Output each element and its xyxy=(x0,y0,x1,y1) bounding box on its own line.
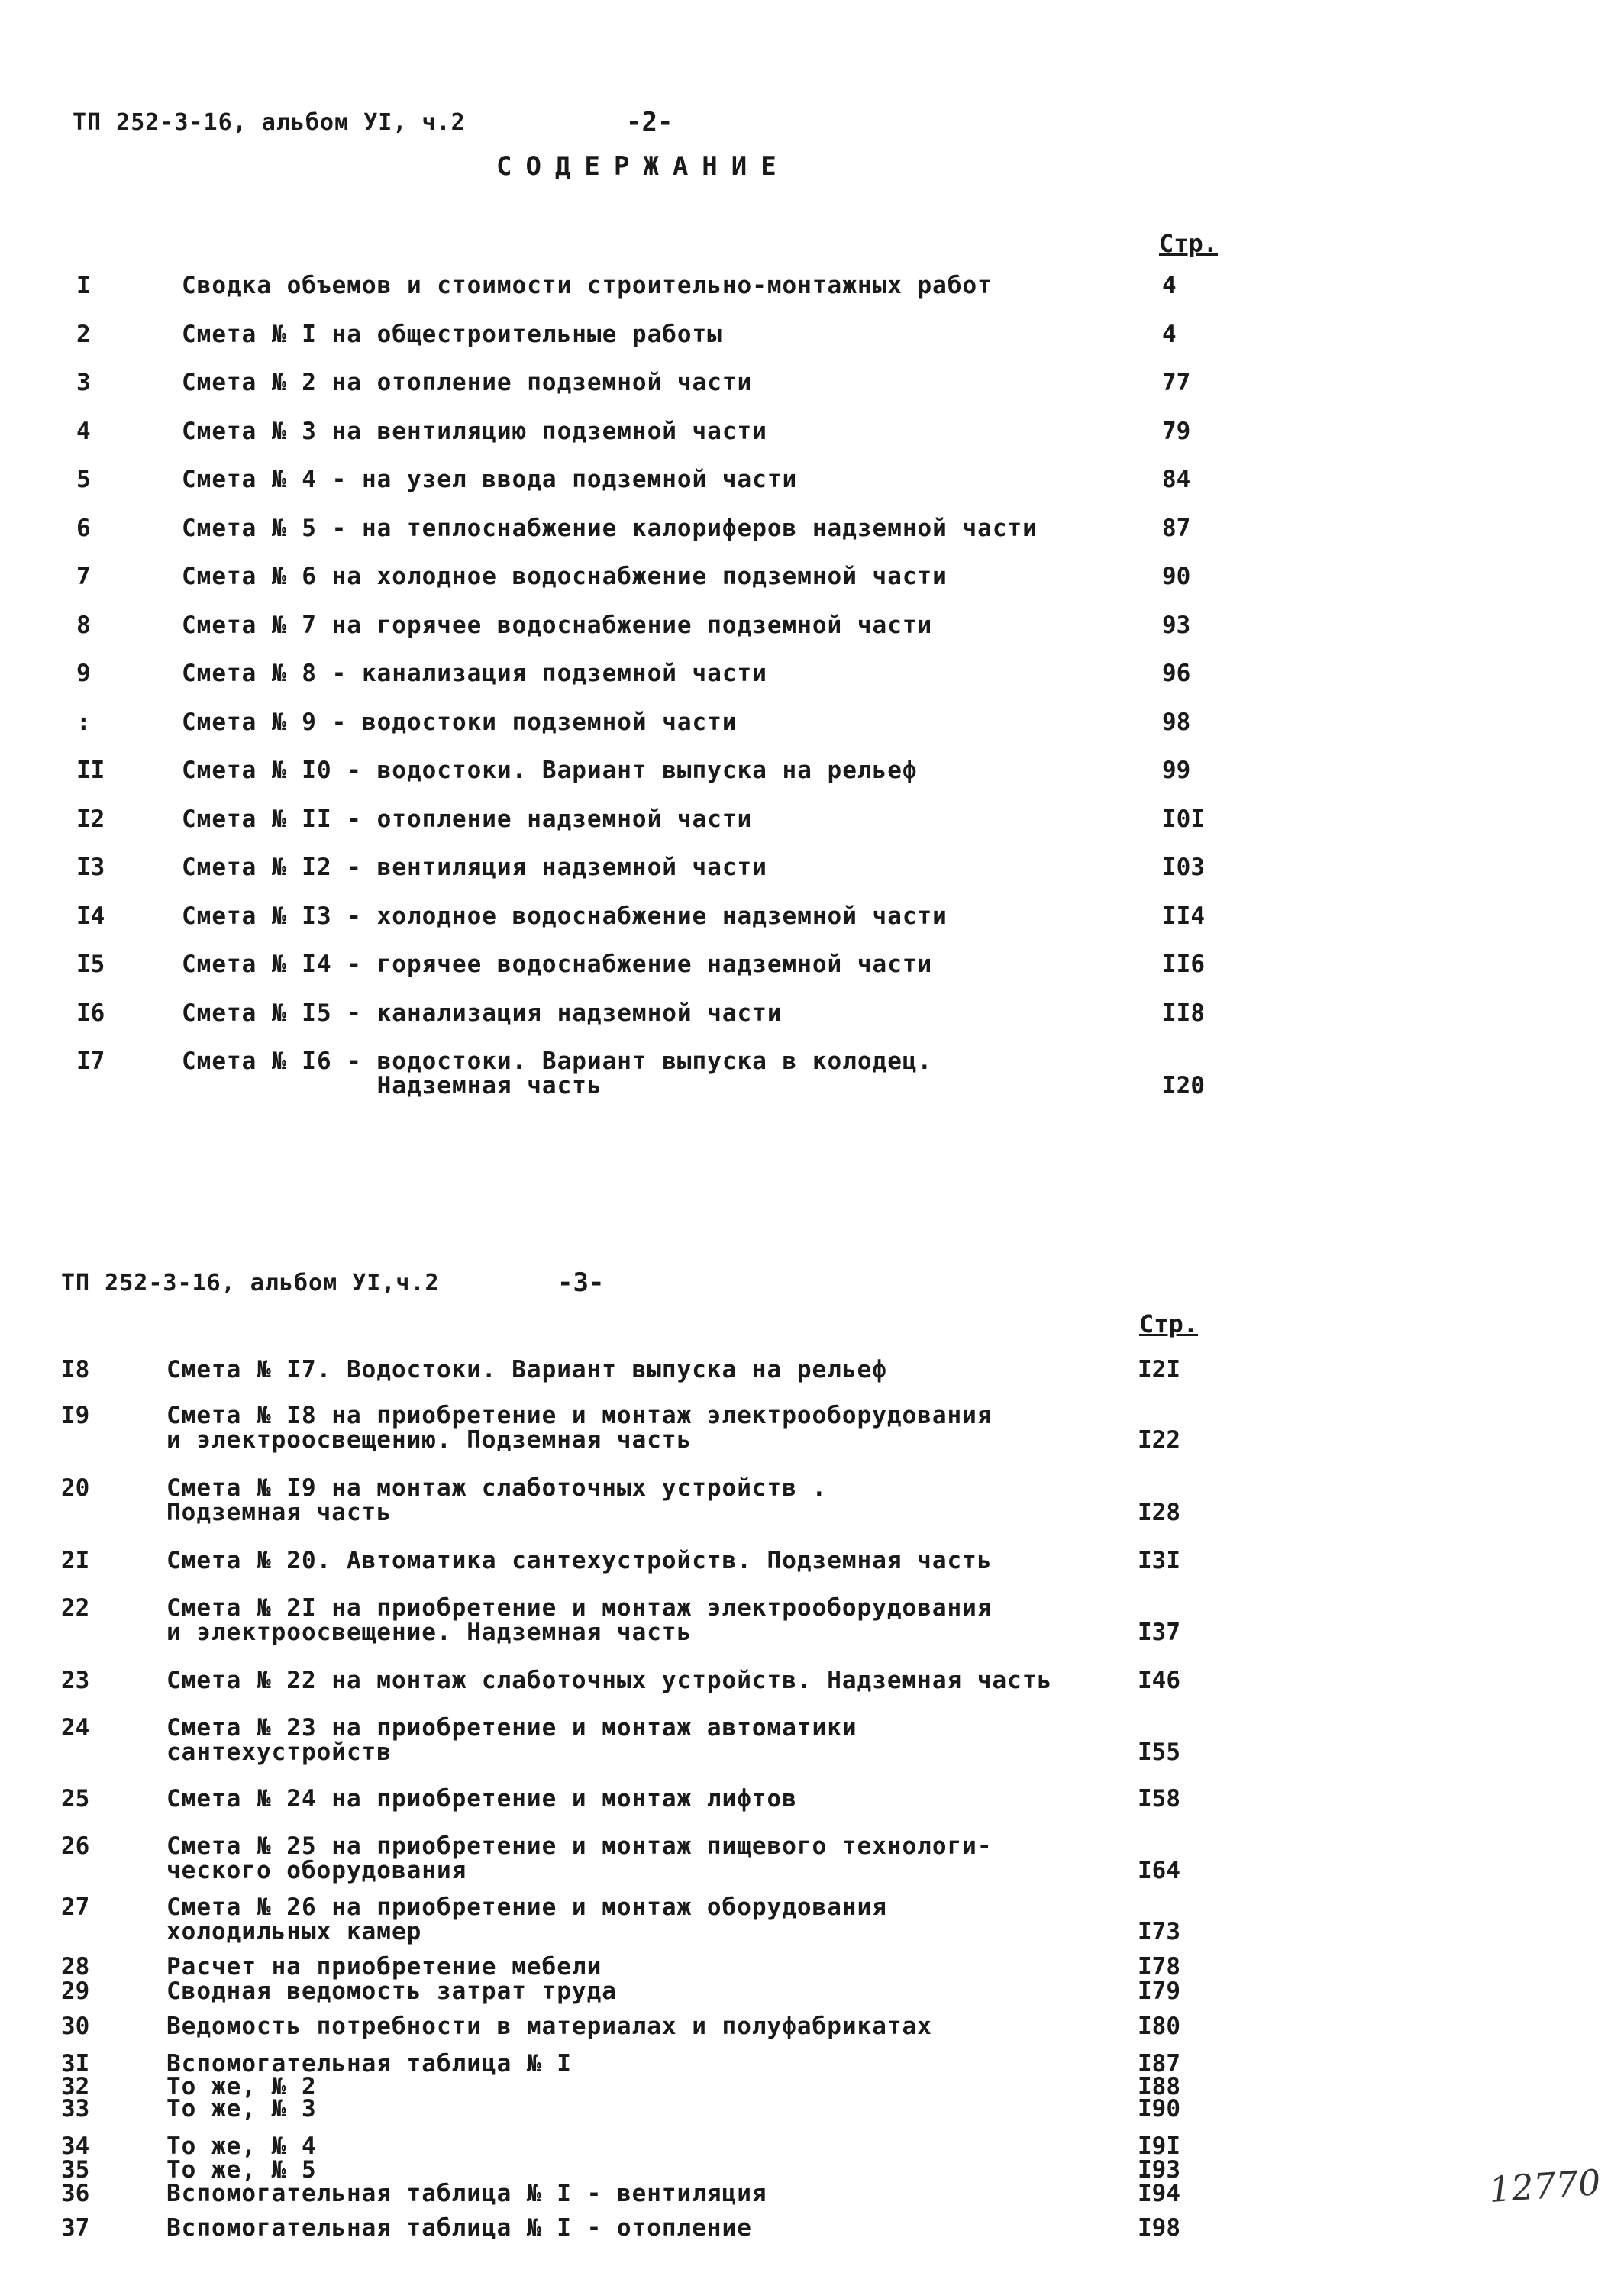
item-page: 84 xyxy=(1162,466,1191,493)
item-title: Смета № 6 на холодное водоснабжение подземной части xyxy=(182,563,948,590)
item-number: I5 xyxy=(76,951,105,978)
item-number: I8 xyxy=(61,1356,90,1383)
item-page: I28 xyxy=(1138,1499,1180,1526)
item-number: 28 xyxy=(61,1953,90,1981)
item-title: Смета № I6 - водостоки. Вариант выпуска в колодец. Надземная часть xyxy=(182,1048,933,1099)
item-title: То же, № 5 xyxy=(166,2156,317,2184)
item-title: То же, № 4 xyxy=(166,2132,317,2160)
item-number: I3 xyxy=(76,854,105,881)
item-page: II8 xyxy=(1162,999,1205,1027)
item-title: Сводная ведомость затрат труда xyxy=(166,1977,617,2005)
item-page: I2I xyxy=(1138,1356,1180,1383)
item-page: I88 xyxy=(1138,2073,1180,2100)
item-title: Смета № I3 - холодное водоснабжение надземной части xyxy=(182,902,948,930)
item-title: Смета № 2 на отопление подземной части xyxy=(182,369,753,396)
item-page: 79 xyxy=(1162,417,1191,445)
item-title: Смета № I7. Водостоки. Вариант выпуска на рельеф xyxy=(166,1356,887,1383)
item-page: I79 xyxy=(1138,1977,1180,2005)
item-number: 5 xyxy=(76,466,91,493)
item-number: 25 xyxy=(61,1785,90,1813)
item-number: 22 xyxy=(61,1594,90,1622)
item-number: 24 xyxy=(61,1714,90,1742)
handwritten-note: 12770 xyxy=(1487,2161,1603,2211)
item-title: Смета № I8 на приобретение и монтаж электрооборудования и электроосвещению. Подземная часть xyxy=(166,1402,993,1454)
item-number: II xyxy=(76,757,105,784)
item-title: Расчет на приобретение мебели xyxy=(166,1953,602,1981)
item-title: Смета № 8 - канализация подземной части xyxy=(182,660,767,687)
item-title: Смета № 25 на приобретение и монтаж пищевого технологи- ческого оборудования xyxy=(166,1832,993,1884)
item-page: I3I xyxy=(1138,1547,1180,1574)
item-page: I64 xyxy=(1138,1857,1180,1884)
item-page: 77 xyxy=(1162,369,1191,396)
item-number: 3I xyxy=(61,2050,90,2078)
item-title: Смета № I5 - канализация надземной части xyxy=(182,999,783,1027)
item-page: 4 xyxy=(1162,320,1177,348)
item-title: Сводка объемов и стоимости строительно-монтажных работ xyxy=(182,272,993,299)
page-title: СОДЕРЖАНИЕ xyxy=(496,151,790,182)
item-title: Смета № 26 на приобретение и монтаж оборудования холодильных камер xyxy=(166,1894,887,1945)
item-title: Смета № I4 - горячее водоснабжение надземной части xyxy=(182,951,933,978)
item-number: : xyxy=(76,708,91,736)
item-title: Вспомогательная таблица № I - вентиляция xyxy=(166,2180,767,2207)
item-number: 32 xyxy=(61,2073,90,2100)
item-number: 27 xyxy=(61,1894,90,1921)
item-title: Смета № 5 - на теплоснабжение калориферов надземной части xyxy=(182,514,1038,542)
page-number: -2- xyxy=(626,107,673,137)
item-page: 96 xyxy=(1162,660,1191,687)
item-page: II6 xyxy=(1162,951,1205,978)
item-title: Смета № 3 на вентиляцию подземной части xyxy=(182,417,767,445)
item-number: 33 xyxy=(61,2095,90,2123)
item-page: I46 xyxy=(1138,1667,1180,1694)
item-title: Смета № 20. Автоматика сантехустройств. Подземная часть xyxy=(166,1547,993,1574)
item-title: Смета № 4 - на узел ввода подземной части xyxy=(182,466,798,493)
item-number: I7 xyxy=(76,1048,105,1075)
item-number: 29 xyxy=(61,1977,90,2005)
item-number: 3 xyxy=(76,369,91,396)
item-title: Смета № I2 - вентиляция надземной части xyxy=(182,854,767,881)
item-number: 34 xyxy=(61,2132,90,2160)
item-page: 98 xyxy=(1162,708,1191,736)
item-number: 36 xyxy=(61,2180,90,2207)
item-page: I78 xyxy=(1138,1953,1180,1981)
item-number: 26 xyxy=(61,1832,90,1860)
item-page: I90 xyxy=(1138,2095,1180,2123)
item-number: 2 xyxy=(76,320,91,348)
item-number: 37 xyxy=(61,2214,90,2242)
item-number: 35 xyxy=(61,2156,90,2184)
item-page: I98 xyxy=(1138,2214,1180,2242)
item-page: II4 xyxy=(1162,902,1205,930)
item-title: Смета № 22 на монтаж слаботочных устройств. Надземная часть xyxy=(166,1667,1053,1694)
item-title: Вспомогательная таблица № I - отопление xyxy=(166,2214,752,2242)
item-page: I37 xyxy=(1138,1619,1180,1646)
item-page: I03 xyxy=(1162,854,1205,881)
item-page: 99 xyxy=(1162,757,1191,784)
item-number: I9 xyxy=(61,1402,90,1429)
item-page: I20 xyxy=(1162,1072,1205,1099)
item-page: I73 xyxy=(1138,1918,1180,1945)
item-title: Смета № 7 на горячее водоснабжение подземной части xyxy=(182,611,933,639)
item-number: I2 xyxy=(76,805,105,833)
page-column-label: Стр. xyxy=(1139,1309,1199,1338)
item-number: 9 xyxy=(76,660,91,687)
item-number: 30 xyxy=(61,2013,90,2040)
item-page: I80 xyxy=(1138,2013,1180,2040)
item-number: I6 xyxy=(76,999,105,1027)
item-number: 8 xyxy=(76,611,91,639)
item-title: То же, № 2 xyxy=(166,2073,317,2100)
item-title: Смета № 2I на приобретение и монтаж электрооборудования и электроосвещение. Надземная часть xyxy=(166,1594,993,1646)
item-number: 6 xyxy=(76,514,91,542)
document-header: ТП 252-3-16, альбом УI, ч.2 xyxy=(73,109,466,136)
item-page: I93 xyxy=(1138,2156,1180,2184)
item-page: I58 xyxy=(1138,1785,1180,1813)
item-number: I4 xyxy=(76,902,105,930)
item-page: 4 xyxy=(1162,272,1177,299)
item-page: I0I xyxy=(1162,805,1205,833)
item-page: I22 xyxy=(1138,1426,1180,1454)
item-title: То же, № 3 xyxy=(166,2095,317,2123)
item-title: Смета № 9 - водостоки подземной части xyxy=(182,708,738,736)
document-header: ТП 252-3-16, альбом УI,ч.2 xyxy=(61,1270,440,1296)
item-title: Вспомогательная таблица № I xyxy=(166,2050,572,2078)
item-title: Смета № I на общестроительные работы xyxy=(182,320,722,348)
item-title: Смета № 23 на приобретение и монтаж автоматики сантехустройств xyxy=(166,1714,857,1766)
item-number: 4 xyxy=(76,417,91,445)
item-title: Смета № I0 - водостоки. Вариант выпуска на рельеф xyxy=(182,757,918,784)
item-number: 23 xyxy=(61,1667,90,1694)
item-number: 2I xyxy=(61,1547,90,1574)
item-number: 7 xyxy=(76,563,91,590)
item-page: I55 xyxy=(1138,1739,1180,1766)
page-number: -3- xyxy=(557,1267,605,1298)
item-page: I9I xyxy=(1138,2132,1180,2160)
item-page: 93 xyxy=(1162,611,1191,639)
item-title: Ведомость потребности в материалах и полуфабрикатах xyxy=(166,2013,932,2040)
item-page: 90 xyxy=(1162,563,1191,590)
item-page: I87 xyxy=(1138,2050,1180,2078)
item-title: Смета № II - отопление надземной части xyxy=(182,805,753,833)
item-page: I94 xyxy=(1138,2180,1180,2207)
page-column-label: Стр. xyxy=(1159,229,1219,258)
item-title: Смета № I9 на монтаж слаботочных устройств . Подземная часть xyxy=(166,1474,828,1526)
item-number: I xyxy=(76,272,91,299)
item-page: 87 xyxy=(1162,514,1191,542)
item-number: 20 xyxy=(61,1474,90,1502)
item-title: Смета № 24 на приобретение и монтаж лифтов xyxy=(166,1785,797,1813)
